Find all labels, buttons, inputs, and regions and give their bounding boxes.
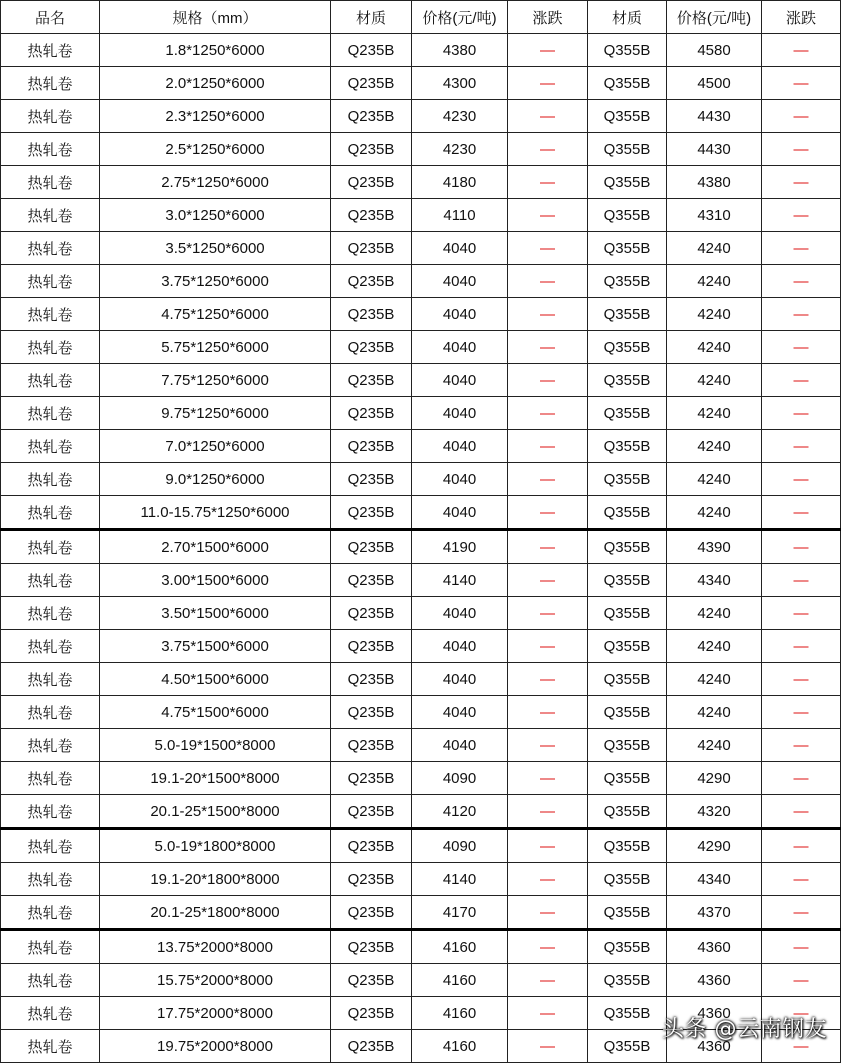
change-1-cell: — [508,896,588,930]
table-row [1,964,841,997]
price-2-cell: 4240 [667,597,762,630]
price-1-cell: 4040 [412,663,508,696]
spec-cell: 2.75*1250*6000 [100,166,331,199]
material-2-cell: Q355B [588,298,667,331]
change-2-cell: — [762,496,841,530]
change-2-cell: — [762,795,841,829]
price-2-cell: 4240 [667,496,762,530]
price-1-cell: 4040 [412,364,508,397]
table-row [1,530,841,564]
material-1-cell: Q235B [331,896,412,930]
table-row [1,166,841,199]
price-2-cell: 4240 [667,397,762,430]
change-2-cell: — [762,265,841,298]
price-2-cell: 4240 [667,630,762,663]
change-2-cell: — [762,364,841,397]
spec-cell: 2.5*1250*6000 [100,133,331,166]
price-1-cell: 4040 [412,265,508,298]
change-1-cell: — [508,298,588,331]
price-1-cell: 4160 [412,964,508,997]
material-1-cell: Q235B [331,729,412,762]
material-1-cell: Q235B [331,67,412,100]
price-2-cell: 4240 [667,663,762,696]
table-row [1,630,841,663]
price-1-cell: 4160 [412,930,508,964]
change-1-cell: — [508,331,588,364]
spec-cell: 2.70*1500*6000 [100,530,331,564]
price-2-cell: 4430 [667,100,762,133]
change-2-cell: — [762,397,841,430]
header-product-name: 品名 [1,1,100,34]
price-1-cell: 4090 [412,762,508,795]
spec-cell: 3.75*1500*6000 [100,630,331,663]
price-2-cell: 4360 [667,964,762,997]
price-1-cell: 4180 [412,166,508,199]
material-1-cell: Q235B [331,696,412,729]
material-2-cell: Q355B [588,964,667,997]
product-name-cell: 热轧卷 [1,564,100,597]
price-2-cell: 4390 [667,530,762,564]
price-1-cell: 4090 [412,829,508,863]
material-2-cell: Q355B [588,930,667,964]
change-2-cell: — [762,331,841,364]
price-2-cell: 4380 [667,166,762,199]
material-1-cell: Q235B [331,298,412,331]
material-2-cell: Q355B [588,166,667,199]
change-2-cell: — [762,133,841,166]
material-1-cell: Q235B [331,430,412,463]
change-1-cell: — [508,597,588,630]
table-row [1,663,841,696]
spec-cell: 5.0-19*1800*8000 [100,829,331,863]
spec-cell: 19.1-20*1500*8000 [100,762,331,795]
price-1-cell: 4040 [412,397,508,430]
change-1-cell: — [508,530,588,564]
header-material-1: 材质 [331,1,412,34]
spec-cell: 4.50*1500*6000 [100,663,331,696]
material-1-cell: Q235B [331,597,412,630]
material-1-cell: Q235B [331,762,412,795]
price-1-cell: 4040 [412,696,508,729]
spec-cell: 3.50*1500*6000 [100,597,331,630]
change-2-cell: — [762,166,841,199]
spec-cell: 3.00*1500*6000 [100,564,331,597]
product-name-cell: 热轧卷 [1,463,100,496]
table-row [1,762,841,795]
price-2-cell: 4340 [667,564,762,597]
price-1-cell: 4160 [412,997,508,1030]
product-name-cell: 热轧卷 [1,397,100,430]
material-2-cell: Q355B [588,530,667,564]
change-2-cell: — [762,597,841,630]
price-1-cell: 4040 [412,430,508,463]
price-1-cell: 4040 [412,496,508,530]
spec-cell: 13.75*2000*8000 [100,930,331,964]
spec-cell: 2.3*1250*6000 [100,100,331,133]
change-1-cell: — [508,964,588,997]
table-row [1,597,841,630]
product-name-cell: 热轧卷 [1,100,100,133]
change-2-cell: — [762,463,841,496]
header-material-2: 材质 [588,1,667,34]
spec-cell: 19.1-20*1800*8000 [100,863,331,896]
material-2-cell: Q355B [588,133,667,166]
material-2-cell: Q355B [588,597,667,630]
change-2-cell: — [762,630,841,663]
price-2-cell: 4370 [667,896,762,930]
change-1-cell: — [508,829,588,863]
change-1-cell: — [508,67,588,100]
material-1-cell: Q235B [331,630,412,663]
material-2-cell: Q355B [588,67,667,100]
material-2-cell: Q355B [588,34,667,67]
price-1-cell: 4040 [412,331,508,364]
header-change-1: 涨跌 [508,1,588,34]
material-1-cell: Q235B [331,463,412,496]
price-2-cell: 4240 [667,430,762,463]
product-name-cell: 热轧卷 [1,496,100,530]
change-2-cell: — [762,530,841,564]
material-2-cell: Q355B [588,997,667,1030]
change-2-cell: — [762,430,841,463]
material-1-cell: Q235B [331,34,412,67]
price-1-cell: 4140 [412,564,508,597]
material-1-cell: Q235B [331,795,412,829]
product-name-cell: 热轧卷 [1,964,100,997]
material-2-cell: Q355B [588,430,667,463]
price-2-cell: 4240 [667,331,762,364]
material-1-cell: Q235B [331,997,412,1030]
material-1-cell: Q235B [331,364,412,397]
material-2-cell: Q355B [588,863,667,896]
change-2-cell: — [762,298,841,331]
spec-cell: 1.8*1250*6000 [100,34,331,67]
material-1-cell: Q235B [331,530,412,564]
table-row [1,67,841,100]
product-name-cell: 热轧卷 [1,166,100,199]
table-row [1,34,841,67]
material-1-cell: Q235B [331,564,412,597]
change-1-cell: — [508,630,588,663]
price-2-cell: 4310 [667,199,762,232]
material-1-cell: Q235B [331,265,412,298]
product-name-cell: 热轧卷 [1,863,100,896]
table-row [1,265,841,298]
material-2-cell: Q355B [588,729,667,762]
change-2-cell: — [762,729,841,762]
change-1-cell: — [508,199,588,232]
spec-cell: 3.75*1250*6000 [100,265,331,298]
change-2-cell: — [762,67,841,100]
header-price-1: 价格(元/吨) [412,1,508,34]
table-row [1,829,841,863]
product-name-cell: 热轧卷 [1,265,100,298]
material-2-cell: Q355B [588,463,667,496]
table-row [1,430,841,463]
product-name-cell: 热轧卷 [1,630,100,663]
table-row [1,896,841,930]
product-name-cell: 热轧卷 [1,762,100,795]
change-1-cell: — [508,762,588,795]
change-2-cell: — [762,762,841,795]
change-1-cell: — [508,265,588,298]
spec-cell: 19.75*2000*8000 [100,1030,331,1063]
table-row [1,298,841,331]
table-row [1,100,841,133]
price-1-cell: 4300 [412,67,508,100]
product-name-cell: 热轧卷 [1,930,100,964]
product-name-cell: 热轧卷 [1,896,100,930]
product-name-cell: 热轧卷 [1,829,100,863]
change-1-cell: — [508,397,588,430]
price-2-cell: 4240 [667,729,762,762]
material-2-cell: Q355B [588,663,667,696]
table-header [1,1,841,34]
change-1-cell: — [508,232,588,265]
table-row [1,199,841,232]
price-2-cell: 4580 [667,34,762,67]
change-2-cell: — [762,930,841,964]
price-2-cell: 4500 [667,67,762,100]
product-name-cell: 热轧卷 [1,34,100,67]
price-1-cell: 4140 [412,863,508,896]
price-1-cell: 4040 [412,597,508,630]
change-2-cell: — [762,896,841,930]
price-1-cell: 4040 [412,298,508,331]
change-2-cell: — [762,100,841,133]
change-2-cell: — [762,232,841,265]
spec-cell: 5.0-19*1500*8000 [100,729,331,762]
material-1-cell: Q235B [331,166,412,199]
material-2-cell: Q355B [588,364,667,397]
material-2-cell: Q355B [588,100,667,133]
material-2-cell: Q355B [588,232,667,265]
price-2-cell: 4240 [667,364,762,397]
product-name-cell: 热轧卷 [1,133,100,166]
product-name-cell: 热轧卷 [1,364,100,397]
spec-cell: 9.0*1250*6000 [100,463,331,496]
product-name-cell: 热轧卷 [1,530,100,564]
change-1-cell: — [508,696,588,729]
change-1-cell: — [508,1030,588,1063]
product-name-cell: 热轧卷 [1,232,100,265]
material-2-cell: Q355B [588,795,667,829]
product-name-cell: 热轧卷 [1,67,100,100]
material-2-cell: Q355B [588,564,667,597]
change-1-cell: — [508,34,588,67]
material-2-cell: Q355B [588,397,667,430]
spec-cell: 5.75*1250*6000 [100,331,331,364]
product-name-cell: 热轧卷 [1,199,100,232]
material-2-cell: Q355B [588,1030,667,1063]
material-2-cell: Q355B [588,265,667,298]
change-2-cell: — [762,964,841,997]
change-2-cell: — [762,696,841,729]
table-row [1,564,841,597]
change-2-cell: — [762,663,841,696]
change-1-cell: — [508,496,588,530]
change-1-cell: — [508,663,588,696]
table-row [1,729,841,762]
change-2-cell: — [762,1030,841,1063]
change-1-cell: — [508,463,588,496]
material-1-cell: Q235B [331,930,412,964]
spec-cell: 2.0*1250*6000 [100,67,331,100]
material-2-cell: Q355B [588,496,667,530]
table-row [1,364,841,397]
price-1-cell: 4040 [412,630,508,663]
material-1-cell: Q235B [331,496,412,530]
change-1-cell: — [508,166,588,199]
material-2-cell: Q355B [588,696,667,729]
price-1-cell: 4190 [412,530,508,564]
spec-cell: 15.75*2000*8000 [100,964,331,997]
material-2-cell: Q355B [588,829,667,863]
change-1-cell: — [508,997,588,1030]
material-1-cell: Q235B [331,1030,412,1063]
material-1-cell: Q235B [331,964,412,997]
table-row [1,930,841,964]
product-name-cell: 热轧卷 [1,696,100,729]
material-2-cell: Q355B [588,896,667,930]
product-name-cell: 热轧卷 [1,298,100,331]
table-row [1,795,841,829]
material-1-cell: Q235B [331,829,412,863]
material-1-cell: Q235B [331,133,412,166]
spec-cell: 7.0*1250*6000 [100,430,331,463]
price-2-cell: 4320 [667,795,762,829]
spec-cell: 4.75*1500*6000 [100,696,331,729]
material-1-cell: Q235B [331,232,412,265]
watermark: 头条 @云南钢友 [662,1017,827,1042]
change-1-cell: — [508,564,588,597]
material-1-cell: Q235B [331,100,412,133]
table-row [1,863,841,896]
spec-cell: 20.1-25*1800*8000 [100,896,331,930]
product-name-cell: 热轧卷 [1,663,100,696]
header-row [1,1,841,34]
product-name-cell: 热轧卷 [1,331,100,364]
product-name-cell: 热轧卷 [1,1030,100,1063]
spec-cell: 7.75*1250*6000 [100,364,331,397]
table-row [1,232,841,265]
change-1-cell: — [508,729,588,762]
table-row [1,133,841,166]
price-2-cell: 4240 [667,298,762,331]
change-1-cell: — [508,795,588,829]
change-2-cell: — [762,34,841,67]
price-2-cell: 4360 [667,930,762,964]
price-2-cell: 4340 [667,863,762,896]
price-1-cell: 4040 [412,232,508,265]
spec-cell: 4.75*1250*6000 [100,298,331,331]
change-1-cell: — [508,364,588,397]
header-price-2: 价格(元/吨) [667,1,762,34]
change-2-cell: — [762,863,841,896]
price-2-cell: 4430 [667,133,762,166]
table-row [1,463,841,496]
change-1-cell: — [508,133,588,166]
price-2-cell: 4290 [667,762,762,795]
table-row [1,331,841,364]
change-2-cell: — [762,997,841,1030]
material-2-cell: Q355B [588,762,667,795]
price-1-cell: 4230 [412,133,508,166]
price-2-cell: 4240 [667,265,762,298]
change-1-cell: — [508,863,588,896]
material-1-cell: Q235B [331,331,412,364]
price-2-cell: 4290 [667,829,762,863]
price-2-cell: 4240 [667,696,762,729]
product-name-cell: 热轧卷 [1,997,100,1030]
material-1-cell: Q235B [331,397,412,430]
product-name-cell: 热轧卷 [1,430,100,463]
material-2-cell: Q355B [588,331,667,364]
material-1-cell: Q235B [331,863,412,896]
product-name-cell: 热轧卷 [1,795,100,829]
change-2-cell: — [762,564,841,597]
material-2-cell: Q355B [588,199,667,232]
change-2-cell: — [762,199,841,232]
price-1-cell: 4120 [412,795,508,829]
price-1-cell: 4230 [412,100,508,133]
material-2-cell: Q355B [588,630,667,663]
price-2-cell: 4240 [667,232,762,265]
material-1-cell: Q235B [331,663,412,696]
price-1-cell: 4170 [412,896,508,930]
price-2-cell: 4360 [667,1030,762,1063]
price-1-cell: 4110 [412,199,508,232]
product-name-cell: 热轧卷 [1,597,100,630]
price-1-cell: 4160 [412,1030,508,1063]
spec-cell: 20.1-25*1500*8000 [100,795,331,829]
change-1-cell: — [508,930,588,964]
spec-cell: 17.75*2000*8000 [100,997,331,1030]
material-1-cell: Q235B [331,199,412,232]
spec-cell: 3.0*1250*6000 [100,199,331,232]
table-body [1,34,841,1063]
spec-cell: 11.0-15.75*1250*6000 [100,496,331,530]
table-row [1,496,841,530]
table-row [1,397,841,430]
header-change-2: 涨跌 [762,1,841,34]
price-1-cell: 4040 [412,729,508,762]
change-1-cell: — [508,430,588,463]
price-1-cell: 4380 [412,34,508,67]
table-row [1,696,841,729]
change-2-cell: — [762,829,841,863]
change-1-cell: — [508,100,588,133]
spec-cell: 9.75*1250*6000 [100,397,331,430]
header-spec: 规格（mm） [100,1,331,34]
product-name-cell: 热轧卷 [1,729,100,762]
price-2-cell: 4360 [667,997,762,1030]
price-2-cell: 4240 [667,463,762,496]
price-1-cell: 4040 [412,463,508,496]
spec-cell: 3.5*1250*6000 [100,232,331,265]
